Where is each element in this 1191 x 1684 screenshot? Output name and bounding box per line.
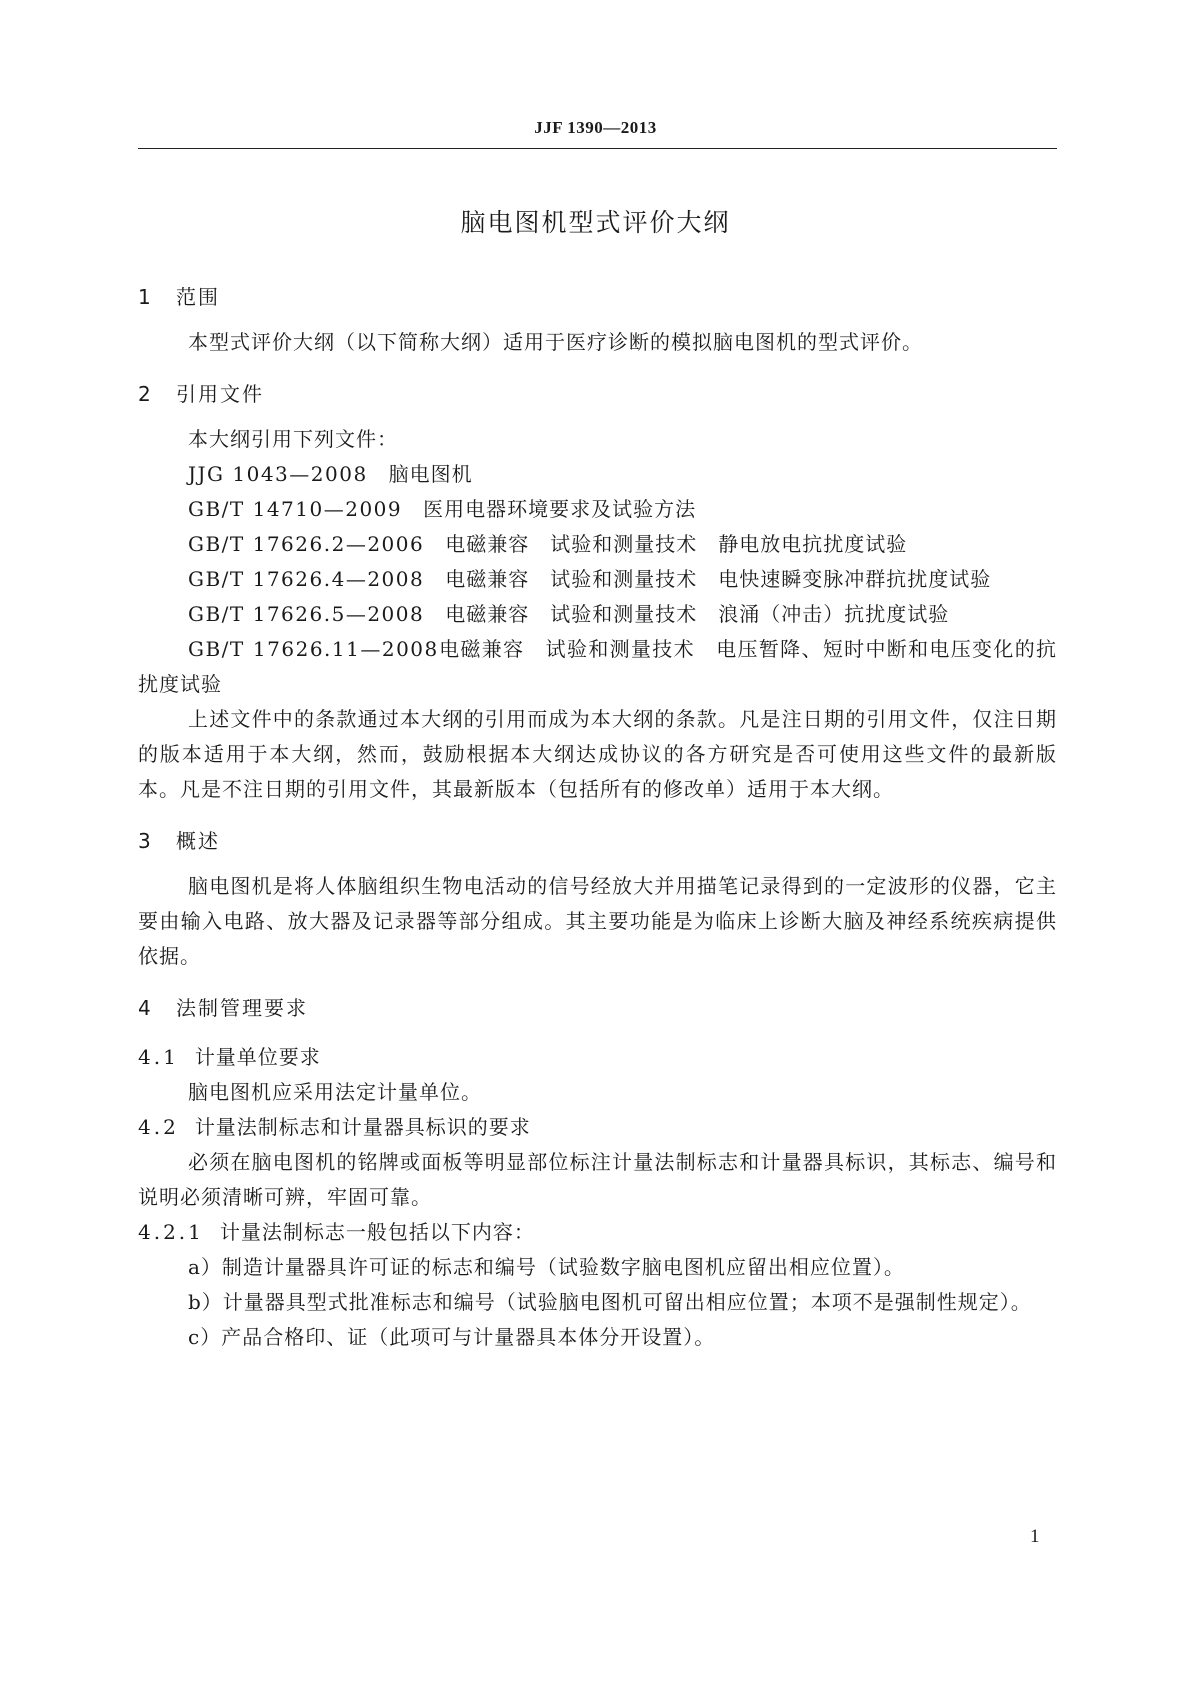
section-number: 3: [138, 829, 151, 853]
subsection-title: 计量法制标志一般包括以下内容：: [219, 1220, 535, 1244]
document-title: 脑电图机型式评价大纲: [460, 208, 731, 237]
reference-title: 电磁兼容 试验和测量技术 电压暂降、短时中断和电压变化的抗扰度试验: [138, 637, 1058, 696]
subsection-number: 4.2.1: [138, 1220, 204, 1244]
reference-title: 医用电器环境要求及试验方法: [423, 497, 697, 521]
reference-item: [138, 632, 1057, 702]
reference-title: 脑电图机: [388, 462, 473, 486]
subsection-heading: [138, 1040, 1057, 1075]
section-heading-overview: [138, 824, 1057, 859]
subsection-paragraph: 必须在脑电图机的铭牌或面板等明显部位标注计量法制标志和计量器具标识，其标志、编号和说明必须清晰可辨，牢固可靠。: [138, 1150, 1057, 1209]
standard-code: JJF 1390—2013: [534, 118, 657, 137]
reference-item: [138, 492, 1057, 527]
subsection-number: 4.2: [138, 1115, 179, 1139]
document-body: [138, 280, 1057, 1355]
section-heading-references: [138, 377, 1057, 412]
section-number: 2: [138, 382, 151, 406]
subsection-paragraph: 脑电图机应采用法定计量单位。: [188, 1080, 482, 1104]
reference-item: [138, 562, 1057, 597]
page-number: 1: [1030, 1526, 1040, 1547]
reference-code: GB/T 14710—2009: [188, 497, 403, 521]
reference-code: JJG 1043—2008: [188, 462, 368, 486]
reference-title: 电磁兼容 试验和测量技术 静电放电抗扰度试验: [445, 532, 908, 556]
reference-code: GB/T 17626.2—2006: [188, 532, 425, 556]
references-intro: 本大纲引用下列文件：: [188, 427, 398, 451]
reference-code: GB/T 17626.11—2008: [188, 637, 439, 661]
section-number: 4: [138, 996, 151, 1020]
list-item: b）计量器具型式批准标志和编号（试验脑电图机可留出相应位置；本项不是强制性规定）。: [188, 1290, 1032, 1314]
subsection-number: 4.1: [138, 1045, 179, 1069]
section-heading-scope: [138, 280, 1057, 315]
reference-code: GB/T 17626.5—2008: [188, 602, 425, 626]
section-number: 1: [138, 285, 151, 309]
section-title: 范围: [176, 285, 220, 309]
header-divider: [138, 148, 1057, 149]
scope-paragraph: 本型式评价大纲（以下简称大纲）适用于医疗诊断的模拟脑电图机的型式评价。: [188, 330, 923, 354]
section-heading-legal-requirements: [138, 991, 1057, 1026]
list-item: c）产品合格印、证（此项可与计量器具本体分开设置）。: [188, 1325, 716, 1349]
section-title: 法制管理要求: [176, 996, 308, 1020]
reference-title: 电磁兼容 试验和测量技术 电快速瞬变脉冲群抗扰度试验: [445, 567, 992, 591]
section-title: 引用文件: [176, 382, 264, 406]
references-note: 上述文件中的条款通过本大纲的引用而成为本大纲的条款。凡是注日期的引用文件，仅注日期的版本适用于本大纲，然而，鼓励根据本大纲达成协议的各方研究是否可使用这些文件的最新版本。凡是不注日期的引用文件，其最新版本（包括所有的修改单）适用于本大纲。: [138, 707, 1057, 801]
subsection-title: 计量单位要求: [194, 1045, 321, 1069]
subsection-heading: [138, 1110, 1057, 1145]
overview-paragraph: 脑电图机是将人体脑组织生物电活动的信号经放大并用描笔记录得到的一定波形的仪器，它主要由输入电路、放大器及记录器等部分组成。其主要功能是为临床上诊断大脑及神经系统疾病提供依据。: [138, 874, 1057, 968]
subsection-heading: [138, 1215, 1057, 1250]
subsection-title: 计量法制标志和计量器具标识的要求: [194, 1115, 531, 1139]
reference-item: [138, 457, 1057, 492]
section-title: 概述: [176, 829, 220, 853]
reference-item: [138, 597, 1057, 632]
reference-item: [138, 527, 1057, 562]
list-item: a）制造计量器具许可证的标志和编号（试验数字脑电图机应留出相应位置）。: [188, 1255, 905, 1279]
reference-title: 电磁兼容 试验和测量技术 浪涌（冲击）抗扰度试验: [445, 602, 950, 626]
reference-code: GB/T 17626.4—2008: [188, 567, 425, 591]
